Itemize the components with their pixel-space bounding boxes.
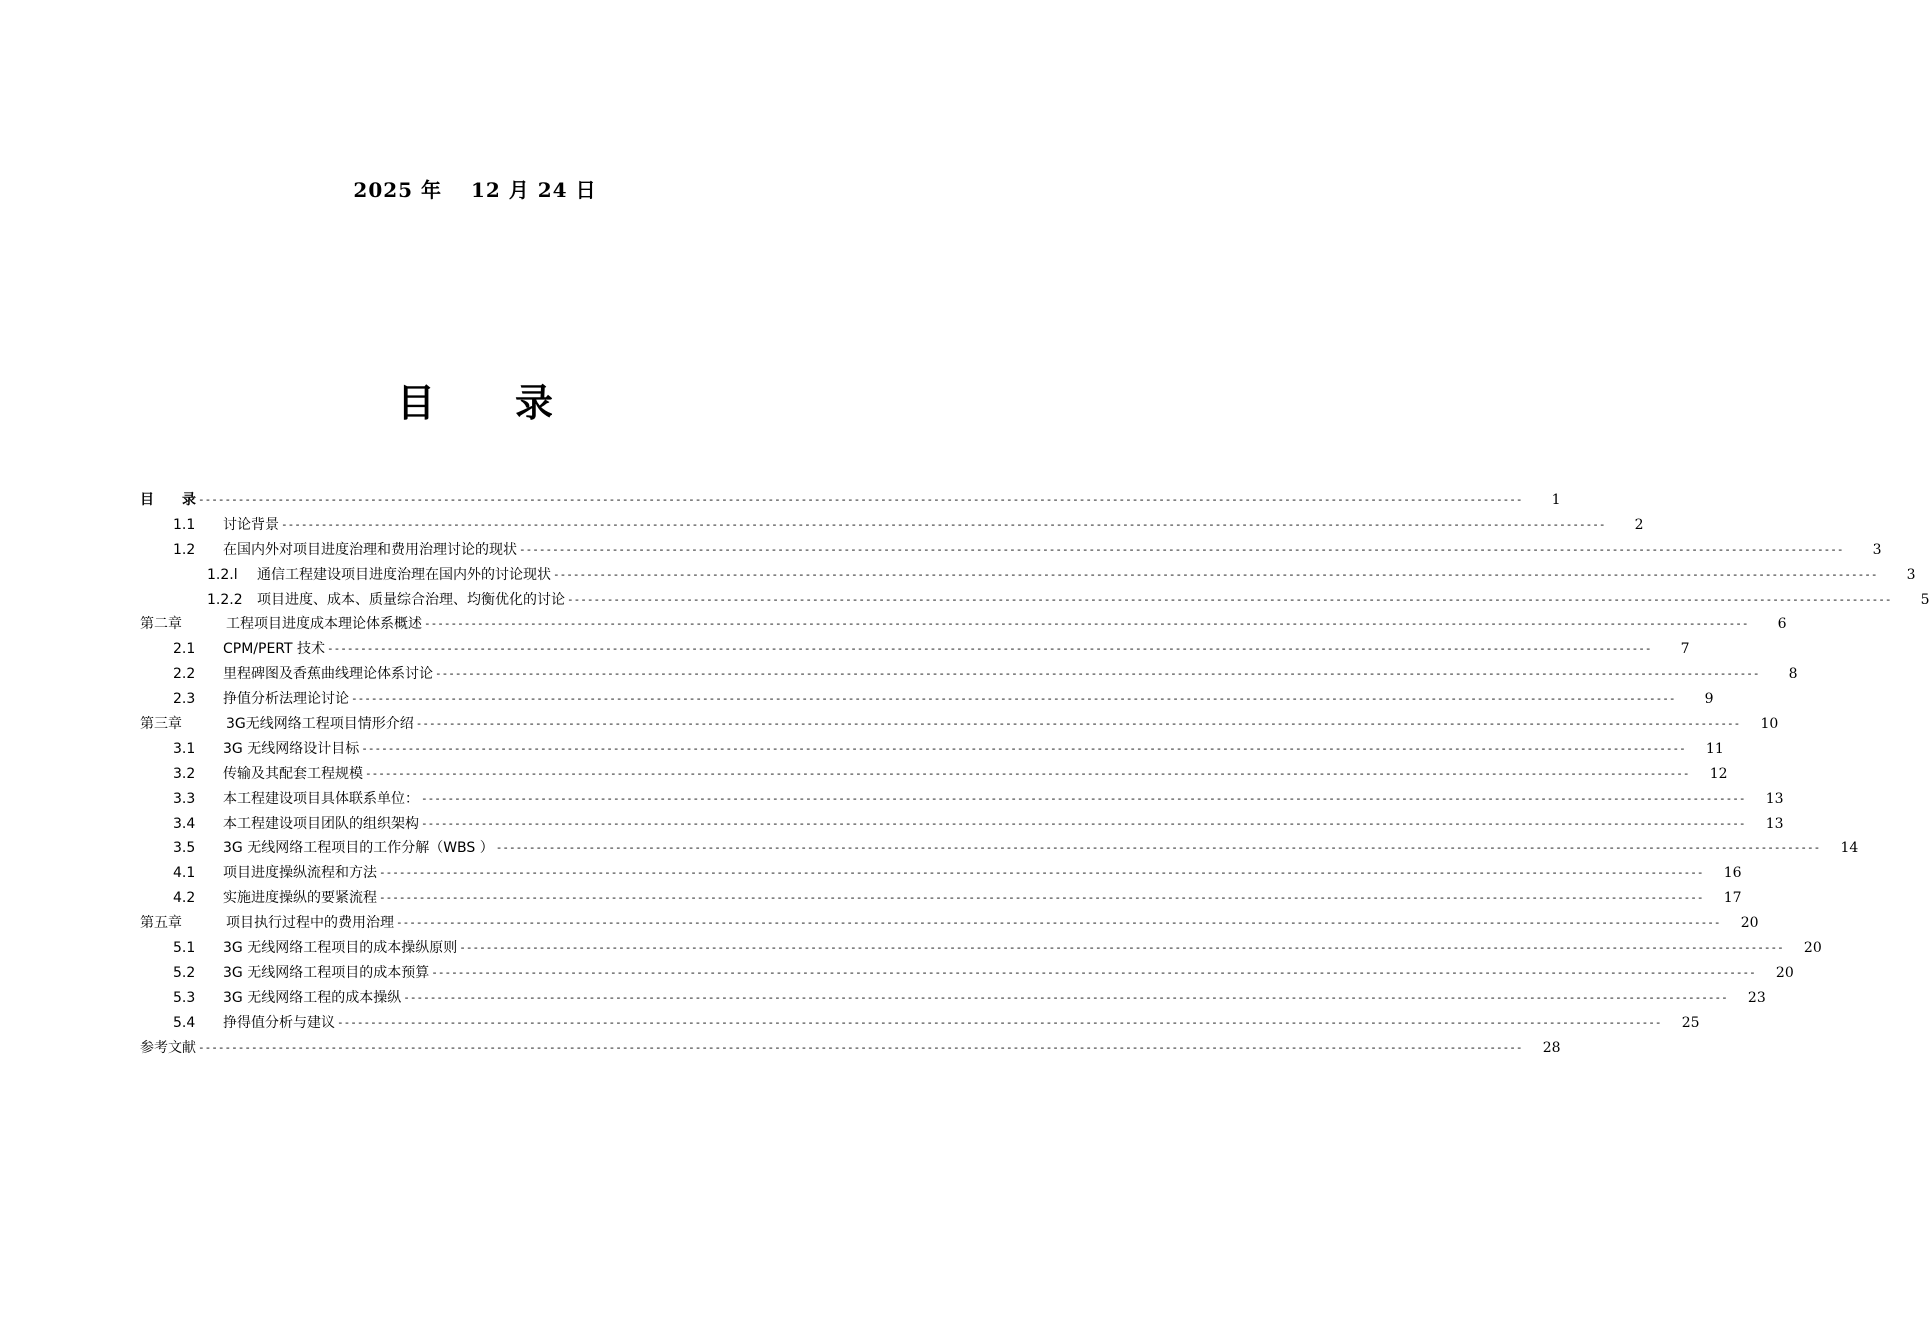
toc-entry-page: 3	[1872, 541, 1882, 558]
toc-entry-page: 16	[1723, 865, 1742, 882]
toc-dot-leader: --------------------------------------------------------------------------------------------------------------------------------------------------------------------------------------------------------	[553, 567, 1878, 581]
toc-entry-page: 1	[1551, 492, 1561, 508]
toc-entry-title: 本工程建设项目具体联系单位：	[223, 790, 419, 807]
toc-entry-label	[140, 538, 517, 563]
toc-entry[interactable]	[140, 961, 1794, 986]
toc-dot-leader: --------------------------------------------------------------------------------------------------------------------------------------------------------------------------------------------------------	[379, 866, 1704, 880]
toc-entry-number: 3.3	[173, 790, 196, 807]
toc-entry-label	[140, 1036, 196, 1061]
toc-dot-leader: --------------------------------------------------------------------------------------------------------------------------------------------------------------------------------------------------------	[421, 816, 1746, 830]
toc-dot-leader: --------------------------------------------------------------------------------------------------------------------------------------------------------------------------------------------------------	[337, 1015, 1662, 1029]
toc-entry[interactable]	[140, 1036, 1561, 1061]
toc-entry-number: 5.2	[173, 964, 196, 981]
toc-dot-leader: --------------------------------------------------------------------------------------------------------------------------------------------------------------------------------------------------------	[396, 916, 1721, 930]
toc-entry-number: 3.4	[173, 815, 196, 832]
toc-dot-leader: --------------------------------------------------------------------------------------------------------------------------------------------------------------------------------------------------------	[431, 965, 1756, 979]
toc-entry-page: 14	[1840, 840, 1859, 857]
toc-entry-label	[140, 762, 363, 787]
toc-entry-number: 1.2.2	[207, 591, 243, 608]
toc-entry-number: 5.1	[173, 940, 196, 957]
toc-entry-number: 参考文献	[140, 1039, 196, 1056]
toc-entry[interactable]	[140, 986, 1766, 1011]
toc-entry-page: 20	[1803, 940, 1822, 957]
toc-dot-leader: --------------------------------------------------------------------------------------------------------------------------------------------------------------------------------------------------------	[281, 517, 1606, 531]
toc-entry-page: 23	[1747, 989, 1766, 1006]
toc-entry-page: 8	[1788, 666, 1798, 683]
toc-entry[interactable]	[140, 812, 1784, 837]
toc-entry-page: 17	[1723, 890, 1742, 907]
toc-entry-number: 2.2	[173, 666, 196, 683]
toc-entry-page: 11	[1705, 740, 1724, 757]
toc-entry[interactable]	[140, 637, 1690, 662]
toc-entry-label	[140, 961, 429, 986]
toc-entry-label	[140, 861, 377, 886]
toc-entry-page: 13	[1765, 790, 1784, 807]
toc-dot-leader: --------------------------------------------------------------------------------------------------------------------------------------------------------------------------------------------------------	[424, 617, 1749, 631]
toc-entry-number: 2.1	[173, 641, 196, 658]
toc-dot-leader: --------------------------------------------------------------------------------------------------------------------------------------------------------------------------------------------------------	[198, 493, 1523, 506]
toc-entry-title: 挣得值分析与建议	[223, 1014, 335, 1031]
toc-dot-leader: --------------------------------------------------------------------------------------------------------------------------------------------------------------------------------------------------------	[361, 741, 1686, 755]
toc-entry-title: 挣值分析法理论讨论	[223, 691, 349, 708]
toc-entry-number: 1.2.l	[207, 566, 238, 583]
toc-dot-leader: --------------------------------------------------------------------------------------------------------------------------------------------------------------------------------------------------------	[198, 1040, 1523, 1054]
toc-entry-label	[140, 712, 414, 737]
toc-entry-number: 目 录	[140, 492, 196, 508]
toc-entry-page: 2	[1634, 516, 1644, 533]
toc-entry[interactable]	[140, 712, 1779, 737]
toc-entry[interactable]	[140, 787, 1784, 812]
toc-entry-number: 5.3	[173, 989, 196, 1006]
toc-entry-label	[140, 886, 377, 911]
toc-entry-title: 实施进度操纵的要紧流程	[223, 890, 377, 907]
toc-entry-title: 3G 无线网络设计目标	[223, 740, 360, 757]
toc-entry-label	[140, 662, 433, 687]
toc-entry-title: 通信工程建设项目进度治理在国内外的讨论现状	[257, 566, 551, 583]
toc-entry[interactable]	[140, 662, 1798, 687]
toc-entry-number: 1.2	[173, 541, 196, 558]
toc-entry-title: 项目进度、成本、质量综合治理、均衡优化的讨论	[257, 591, 565, 608]
toc-entry-label	[140, 737, 359, 762]
toc-entry-number: 3.2	[173, 765, 196, 782]
toc-entry-title: 讨论背景	[223, 516, 279, 533]
toc-entry[interactable]	[140, 687, 1714, 712]
toc-entry[interactable]	[140, 513, 1644, 538]
toc-entry-label	[140, 1011, 335, 1036]
toc-entry[interactable]	[140, 936, 1822, 961]
toc-dot-leader: --------------------------------------------------------------------------------------------------------------------------------------------------------------------------------------------------------	[519, 542, 1844, 556]
toc-entry-number: 第三章	[140, 716, 182, 733]
toc-dot-leader: --------------------------------------------------------------------------------------------------------------------------------------------------------------------------------------------------------	[435, 667, 1760, 681]
toc-entry-number: 3.1	[173, 740, 196, 757]
toc-entry-label	[140, 563, 551, 588]
toc-entry-title: 项目执行过程中的费用治理	[226, 915, 394, 932]
toc-entry-page: 10	[1760, 716, 1779, 733]
toc-entry-number: 4.2	[173, 890, 196, 907]
toc-entry[interactable]	[140, 886, 1742, 911]
toc-dot-leader: --------------------------------------------------------------------------------------------------------------------------------------------------------------------------------------------------------	[495, 841, 1821, 855]
toc-entry-label	[140, 513, 279, 538]
toc-entry-title: 3G无线网络工程项目情形介绍	[226, 716, 414, 733]
toc-entry[interactable]	[140, 488, 1561, 513]
toc-entry-page: 28	[1542, 1039, 1561, 1056]
toc-dot-leader: --------------------------------------------------------------------------------------------------------------------------------------------------------------------------------------------------------	[403, 990, 1728, 1004]
toc-entry-page: 12	[1709, 765, 1728, 782]
toc-entry[interactable]	[140, 737, 1724, 762]
toc-heading	[0, 372, 950, 427]
toc-entry-label	[140, 637, 325, 662]
toc-entry-title: 3G 无线网络工程项目的成本操纵原则	[223, 940, 458, 957]
toc-entry-title: 本工程建设项目团队的组织架构	[223, 815, 419, 832]
toc-heading-right: 录	[515, 381, 554, 425]
toc-entry[interactable]	[140, 861, 1742, 886]
toc-entry[interactable]	[140, 538, 1882, 563]
toc-entry[interactable]	[140, 762, 1728, 787]
table-of-contents	[140, 488, 1930, 1060]
toc-entry-number: 3.5	[173, 840, 196, 857]
toc-entry-title: 工程项目进度成本理论体系概述	[226, 616, 422, 633]
toc-entry-label	[140, 911, 394, 936]
toc-dot-leader: --------------------------------------------------------------------------------------------------------------------------------------------------------------------------------------------------------	[327, 642, 1652, 656]
toc-entry-page: 6	[1777, 616, 1787, 633]
cover-date: 2025 年 12 月 24 日	[353, 178, 597, 202]
toc-entry-label	[140, 836, 494, 861]
toc-entry-page: 5	[1920, 591, 1930, 608]
toc-entry-label	[140, 936, 457, 961]
toc-entry-page: 9	[1704, 691, 1714, 708]
toc-entry-page: 20	[1775, 964, 1794, 981]
toc-entry-number: 5.4	[173, 1014, 196, 1031]
toc-entry-label	[140, 812, 419, 837]
toc-entry-label	[140, 612, 422, 637]
toc-entry-title: 项目进度操纵流程和方法	[223, 865, 377, 882]
toc-entry-title: CPM/PERT 技术	[223, 641, 326, 658]
toc-entry-label	[140, 687, 349, 712]
toc-entry-title: 在国内外对项目进度治理和费用治理讨论的现状	[223, 541, 517, 558]
toc-entry-title: 里程碑图及香蕉曲线理论体系讨论	[223, 666, 433, 683]
toc-entry-title: 传输及其配套工程规模	[223, 765, 363, 782]
toc-entry-number: 第二章	[140, 616, 182, 633]
toc-entry-number: 2.3	[173, 691, 196, 708]
toc-entry-number: 1.1	[173, 516, 196, 533]
toc-entry-label	[140, 986, 401, 1011]
toc-entry-title: 3G 无线网络工程项目的成本预算	[223, 964, 430, 981]
toc-dot-leader: --------------------------------------------------------------------------------------------------------------------------------------------------------------------------------------------------------	[567, 592, 1892, 606]
toc-entry[interactable]	[140, 612, 1787, 637]
toc-entry-number: 4.1	[173, 865, 196, 882]
toc-entry[interactable]	[140, 836, 1859, 861]
toc-dot-leader: --------------------------------------------------------------------------------------------------------------------------------------------------------------------------------------------------------	[421, 791, 1746, 805]
toc-entry-page: 13	[1765, 815, 1784, 832]
toc-entry-label	[140, 488, 196, 513]
toc-entry-page: 20	[1740, 915, 1759, 932]
toc-entry-label	[140, 588, 565, 613]
toc-entry[interactable]	[140, 911, 1759, 936]
toc-dot-leader: --------------------------------------------------------------------------------------------------------------------------------------------------------------------------------------------------------	[415, 717, 1741, 731]
toc-entry-label	[140, 787, 419, 812]
toc-dot-leader: --------------------------------------------------------------------------------------------------------------------------------------------------------------------------------------------------------	[365, 766, 1690, 780]
toc-entry-title: 3G 无线网络工程的成本操纵	[223, 989, 402, 1006]
toc-entry-number: 第五章	[140, 915, 182, 932]
toc-entry[interactable]	[140, 588, 1930, 613]
toc-heading-left: 目	[396, 381, 435, 425]
toc-entry[interactable]	[140, 563, 1916, 588]
toc-entry[interactable]	[140, 1011, 1700, 1036]
toc-dot-leader: --------------------------------------------------------------------------------------------------------------------------------------------------------------------------------------------------------	[351, 692, 1676, 706]
toc-dot-leader: --------------------------------------------------------------------------------------------------------------------------------------------------------------------------------------------------------	[459, 941, 1784, 955]
toc-entry-page: 7	[1680, 641, 1690, 658]
toc-entry-page: 3	[1906, 566, 1916, 583]
toc-dot-leader: --------------------------------------------------------------------------------------------------------------------------------------------------------------------------------------------------------	[379, 891, 1704, 905]
toc-entry-page: 25	[1681, 1014, 1700, 1031]
toc-entry-title: 3G 无线网络工程项目的工作分解（WBS ）	[223, 840, 494, 857]
